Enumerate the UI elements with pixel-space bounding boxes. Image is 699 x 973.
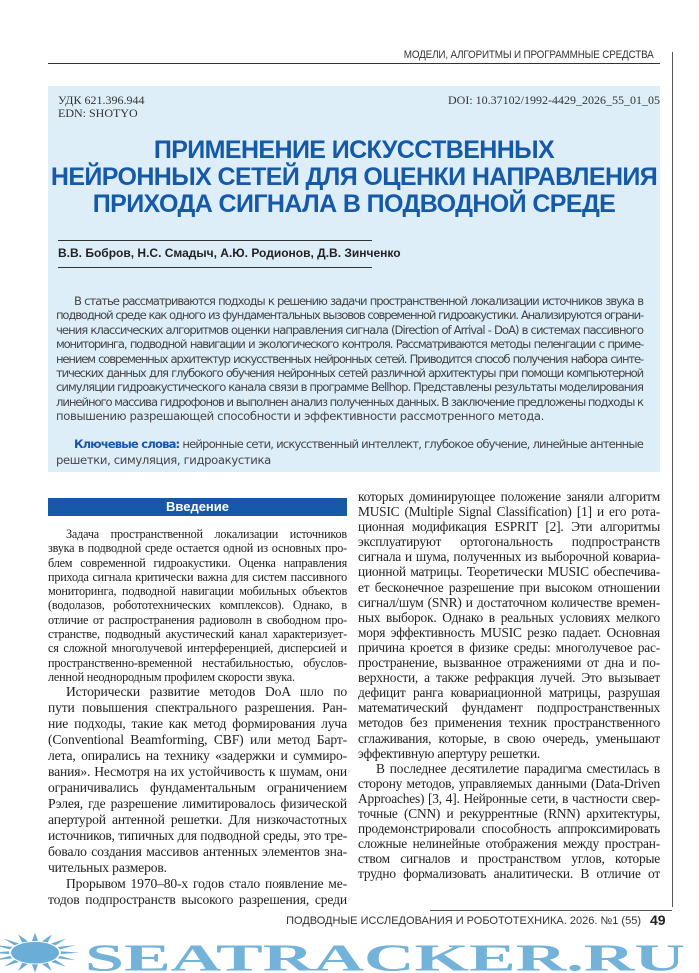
text-line: блем современной гидроакустики. Оценка направления <box>48 555 347 570</box>
text-line: которых доминирующее положение заняли алгоритм <box>358 489 660 504</box>
text-line: дефицит ранга ковариационной матрицы, разрушая <box>358 685 660 701</box>
text-line: ством сигналов и пространством углов, которые <box>358 851 660 867</box>
keywords <box>56 436 643 468</box>
body-column-right <box>358 489 660 881</box>
text-line: ет бесконечное разрешение при высоком отношении <box>358 579 660 595</box>
paragraph <box>358 761 660 882</box>
text-line: Рэлея, где разрешение лимитировалось физической <box>48 796 347 812</box>
abstract-line: мониторинга, подводной навигации и экологического контроля. Рассматриваются методы пеленгации с приме- <box>56 337 643 352</box>
text-line: сторону методов, управляемых данными (Data-Driven <box>358 775 660 791</box>
abstract-line: тических данных для глубокого обучения нейронных сетей различной архитектуры при помощи компьютерной <box>56 366 643 381</box>
text-line: апертурой антенной решетки. Для низкочастотных <box>48 812 347 828</box>
sun-ray <box>58 945 76 949</box>
abstract <box>56 294 643 424</box>
body-column-left <box>48 527 347 908</box>
keywords-text: решетки, симуляция, гидроакустика <box>56 453 271 467</box>
sun-ray <box>51 939 66 946</box>
text-line: бовало создания массивов антенных элементов зна- <box>48 844 347 860</box>
title-line: НЕЙРОННЫХ СЕТЕЙ ДЛЯ ОЦЕНКИ НАПРАВЛЕНИЯ <box>50 163 658 191</box>
text-line: звука в подводной среде остается одной из основных про- <box>48 541 347 556</box>
sun-icon <box>0 933 79 973</box>
text-line: мониторинга, подводной навигации мобильных объектов <box>48 584 347 599</box>
sun-ray <box>32 964 38 972</box>
sun-ray <box>42 934 52 942</box>
watermark-logo <box>0 931 699 973</box>
paragraph <box>358 489 660 761</box>
keywords-text: нейронные сети, искусственный интеллект, глубокое обучение, линейные антенные <box>179 437 643 451</box>
text-line: Approaches) [3, 4]. Нейронные сети, в частности свер- <box>358 790 660 806</box>
sun-ray <box>0 951 9 954</box>
text-line: В последнее десятилетие парадигма сместилась в <box>376 760 660 776</box>
udk: УДК 621.396.944 <box>58 93 145 107</box>
text-line: сигнала и шума, полученных из выборочной ковариа- <box>358 549 660 565</box>
text-line: ленной неоднородным профилем скорости звука. <box>48 669 295 684</box>
text-line: сложные нелинейные отображения между простран- <box>358 836 660 852</box>
text-line: математический фундамент подпространственных <box>358 700 660 716</box>
header-divider <box>48 63 660 64</box>
watermark-text: SEATRACKER.RU <box>85 937 686 973</box>
page-number: 49 <box>650 912 666 928</box>
authors-rule-top <box>58 240 372 241</box>
text-line: продемонстрировали способность аппроксимировать <box>358 821 660 837</box>
authors-rule-bottom <box>58 267 372 268</box>
section-header: МОДЕЛИ, АЛГОРИТМЫ И ПРОГРАММНЫЕ СРЕДСТВА <box>404 49 654 61</box>
abstract-line: линейного массива гидрофонов и выполнен анализ полученных данных. В заключение предложены подходы к <box>56 394 643 409</box>
text-line: прихода сигнала критически важна для систем пассивного <box>48 569 347 584</box>
text-line: MUSIC (Multiple Signal Classification) [1] и его рота- <box>358 504 660 520</box>
text-line: сигнал/шум (SNR) и достаточном количестве времен- <box>358 594 660 610</box>
paragraph <box>48 684 347 876</box>
text-line: ционная модификация ESPRIT [2]. Эти алгоритмы <box>358 519 660 535</box>
text-line: методов без применения техник пространственного <box>358 715 660 731</box>
section-heading-introduction: Введение <box>48 498 347 516</box>
text-line: ограничивались фундаментальным ограничением <box>48 780 347 796</box>
sun-ray <box>4 960 19 967</box>
footer-divider <box>430 910 672 911</box>
page-edge-rule <box>672 52 673 907</box>
title-line: ПРИМЕНЕНИЕ ИСКУССТВЕННЫХ <box>153 136 555 164</box>
text-line: источников, типичных для подводной среды, это тре- <box>48 828 347 844</box>
paragraph <box>48 527 347 684</box>
sun-ray <box>0 945 12 949</box>
sun-ray <box>51 960 66 967</box>
text-line: точные (CNN) и рекуррентные (RNN) архитектуры, <box>358 805 660 821</box>
sun-ray <box>18 963 28 971</box>
authors: В.В. Бобров, Н.С. Смадыч, А.Ю. Родионов, Д.В. Зинченко <box>58 246 401 260</box>
text-line: верхности, а также рефракция лучей. Это вызывает <box>358 670 660 686</box>
text-line: эффективную апертуру решетки. <box>358 745 541 761</box>
text-line: (Conventional Beamforming, CBF) или метод Барт- <box>48 732 347 748</box>
text-line: ционной матрицы. Теоретически MUSIC обеспечива- <box>358 564 660 580</box>
text-line: моря эффективность MUSIC резко падает. Основная <box>358 624 660 640</box>
text-line: вания». Несмотря на их устойчивость к шумам, они <box>48 764 347 780</box>
title-line: ПРИХОДА СИГНАЛА В ПОДВОДНОЙ СРЕДЕ <box>92 190 616 218</box>
text-line: пути повышения спектрального разрешения. Ран- <box>48 700 347 716</box>
text-line: эксплуатируют ортогональность подпространств <box>358 534 660 550</box>
sun-ray <box>61 951 79 954</box>
sun-ray <box>18 934 28 942</box>
text-line: лета, опирались на технику «задержки и суммиро- <box>48 748 347 764</box>
text-line: пространение, вызванное отражениями от дна и по- <box>358 655 660 671</box>
sun-ray <box>58 956 76 960</box>
text-line: Исторически развитие методов DoA шло по <box>66 684 347 700</box>
text-line: ние подходы, такие как метод формирования луча <box>48 716 347 732</box>
abstract-line: симуляции гидроакустического канала связи в программе Bellhop. Представлены результаты моделирования <box>56 380 643 395</box>
abstract-line: повышению разрешающей способности и эффективности рассмотренного метода. <box>56 409 544 424</box>
text-line: чительных размеров. <box>48 860 167 876</box>
abstract-line: чения классических алгоритмов оценки направления сигнала (Direction of Arrival - DoA) в системах пассивного <box>56 322 643 337</box>
text-line: ся сложной многолучевой интерференцией, дисперсией и <box>48 641 347 656</box>
edn: EDN: SHOTYO <box>58 106 138 120</box>
text-line: ных выборок. Однако в реальных условиях мелкого <box>358 609 660 625</box>
sun-ray <box>32 933 38 941</box>
text-line: отличие от распространения радиоволн в свободном про- <box>48 612 347 627</box>
text-line: причина кроется в физике среды: многолучевое рас- <box>358 639 660 655</box>
text-line: сглаживания, которые, в свою очередь, уменьшают <box>358 730 660 746</box>
sun-ray <box>4 939 19 946</box>
text-line: Задача пространственной локализации источников <box>66 527 347 541</box>
text-line: (водолазов, робототехнических комплексов). Однако, в <box>48 598 347 613</box>
text-line: тодов подпространств высокого разрешения, среди <box>48 892 347 908</box>
abstract-line: В статье рассматриваются подходы к решению задачи пространственной локализации источников звука в <box>74 294 643 308</box>
sun-ray <box>0 956 12 960</box>
paragraph <box>48 876 347 908</box>
abstract-line: подводной среде как одного из фундаментальных вызовов современной гидроакустики. Анализируются ограни- <box>56 308 643 323</box>
text-line: странстве, подводный акустический канал характеризует- <box>48 627 347 642</box>
text-line: пространственно-временной нестабильностью, обуслов- <box>48 655 347 670</box>
journal-footer: ПОДВОДНЫЕ ИССЛЕДОВАНИЯ И РОБОТОТЕХНИКА. 2026. №1 (55) <box>286 915 641 927</box>
doi[interactable]: DOI: 10.37102/1992-4429_2026_55_01_05 <box>448 93 660 107</box>
abstract-line: нением современных архитектур искусственных нейронных сетей. Приводится способ получения набора синте- <box>56 351 643 366</box>
keywords-label: Ключевые слова: <box>74 437 180 451</box>
article-title <box>48 137 660 218</box>
sun-ray <box>42 963 52 971</box>
text-line: Прорывом 1970–80-х годов стало появление ме- <box>66 876 347 892</box>
text-line: трудно формализовать аналитически. В отличие от <box>358 866 660 882</box>
